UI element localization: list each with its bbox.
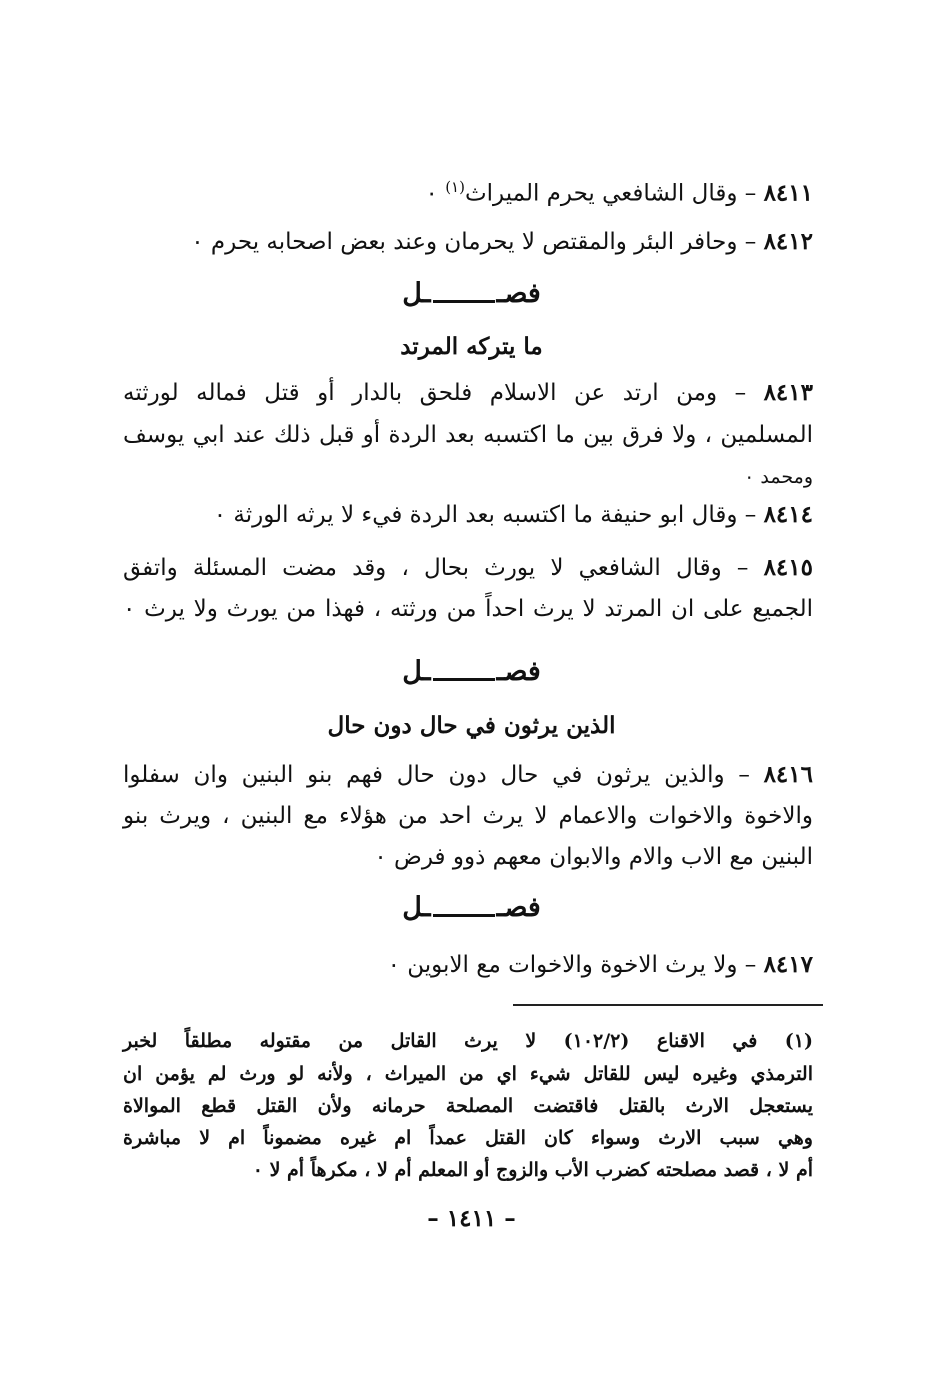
entry-text: – وحافر البئر والمقتص لا يحرمان وعند بعض اصحابه يحرم ٠ (191, 229, 764, 255)
heading-part: فصـ (496, 278, 541, 309)
entry-8417 (123, 948, 813, 982)
entry-number: ٨٤١٤ (763, 501, 813, 528)
entry-8414 (123, 498, 813, 532)
entry-number: ٨٤١٥ (763, 554, 813, 581)
footnote-line-4: وهي سبب الارث وسواء كان القتل عمداً ام غيره مضموناً ام لا مباشرة (123, 1127, 813, 1149)
footnote-line-1: (١) في الاقناع (١٠٢/٢) لا يرث القاتل من مقتوله مطلقاً لخبر (123, 1030, 813, 1052)
entry-number: ٨٤١٢ (763, 228, 813, 255)
entry-8415-line-1 (123, 551, 813, 585)
footnote-line-3: يستعجل الارث بالقتل فاقتضت المصلحة حرمانه ولأن القتل قطع الموالاة (123, 1095, 813, 1117)
subheading: الذين يرثون في حال دون حال (327, 712, 616, 739)
section-heading-fasl (0, 274, 943, 314)
entry-8416-line-3: البنين مع الاب والام والابوان معهم ذوو فرض ٠ (374, 844, 813, 870)
heading-part: ـل (402, 278, 431, 309)
kashida-stroke (433, 900, 495, 917)
heading-part: ـل (402, 892, 431, 923)
entry-8413-line-2: المسلمين ، ولا فرق بين ما اكتسبه بعد الردة أو قبل ذلك عند ابي يوسف (123, 422, 813, 448)
entry-8413-line-3: ومحمد ٠ (744, 466, 813, 488)
entry-number: ٨٤١٣ (763, 379, 813, 406)
entry-text: – ولا يرث الاخوة والاخوات مع الابوين ٠ (387, 952, 764, 978)
entry-8413-line-1 (123, 376, 813, 410)
entry-8411 (123, 170, 813, 211)
footnote-line-2: الترمذي وغيره ليس للقاتل شيء اي من الميراث ، ولأنه لو ورث لم يؤمن ان (123, 1063, 813, 1085)
footnote-reference[interactable]: (١) (445, 178, 465, 196)
entry-8412 (123, 225, 813, 259)
entry-8415-line-2: الجميع على ان المرتد لا يرث احداً من ورثته ، فهذا من يورث ولا يرث ٠ (123, 596, 813, 622)
heading-part: فصـ (496, 656, 541, 687)
entry-text: – وقال ابو حنيفة ما اكتسبه بعد الردة فيء لا يرثه الورثة ٠ (213, 502, 764, 528)
entry-number: ٨٤١٧ (763, 951, 813, 978)
entry-number: ٨٤١٦ (763, 761, 813, 788)
entry-8416-line-2: والاخوة والاخوات والاعمام لا يرث احد من هؤلاء مع البنين ، ويرث بنو (123, 803, 813, 829)
entry-text: – ومن ارتد عن الاسلام فلحق بالدار أو قتل فماله لورثته (123, 380, 764, 406)
subheading: ما يتركه المرتد (400, 333, 543, 360)
section-heading-fasl (0, 888, 943, 928)
footnote-line-5: أم لا ، قصد مصلحته كضرب الأب والزوج أو المعلم أم لا ، مكرهاً أم لا ٠ (252, 1159, 813, 1181)
entry-text: – وقال الشافعي لا يورث بحال ، وقد مضت المسئلة واتفق (123, 555, 764, 581)
entry-8416-line-1 (123, 758, 813, 792)
heading-part: فصـ (496, 892, 541, 923)
section-heading-fasl (0, 652, 943, 692)
entry-text: – والذين يرثون في حال دون حال فهم بنو البنين وان سفلوا (123, 762, 764, 788)
page-number: – ١٤١١ – (427, 1205, 516, 1232)
entry-text: – وقال الشافعي يحرم الميراث (464, 180, 764, 207)
heading-part: ـل (402, 656, 431, 687)
entry-text-end: ٠ (425, 180, 446, 207)
footnote-separator (513, 1004, 823, 1006)
kashida-stroke (433, 286, 495, 303)
kashida-stroke (433, 664, 495, 681)
entry-number: ٨٤١١ (763, 179, 813, 207)
